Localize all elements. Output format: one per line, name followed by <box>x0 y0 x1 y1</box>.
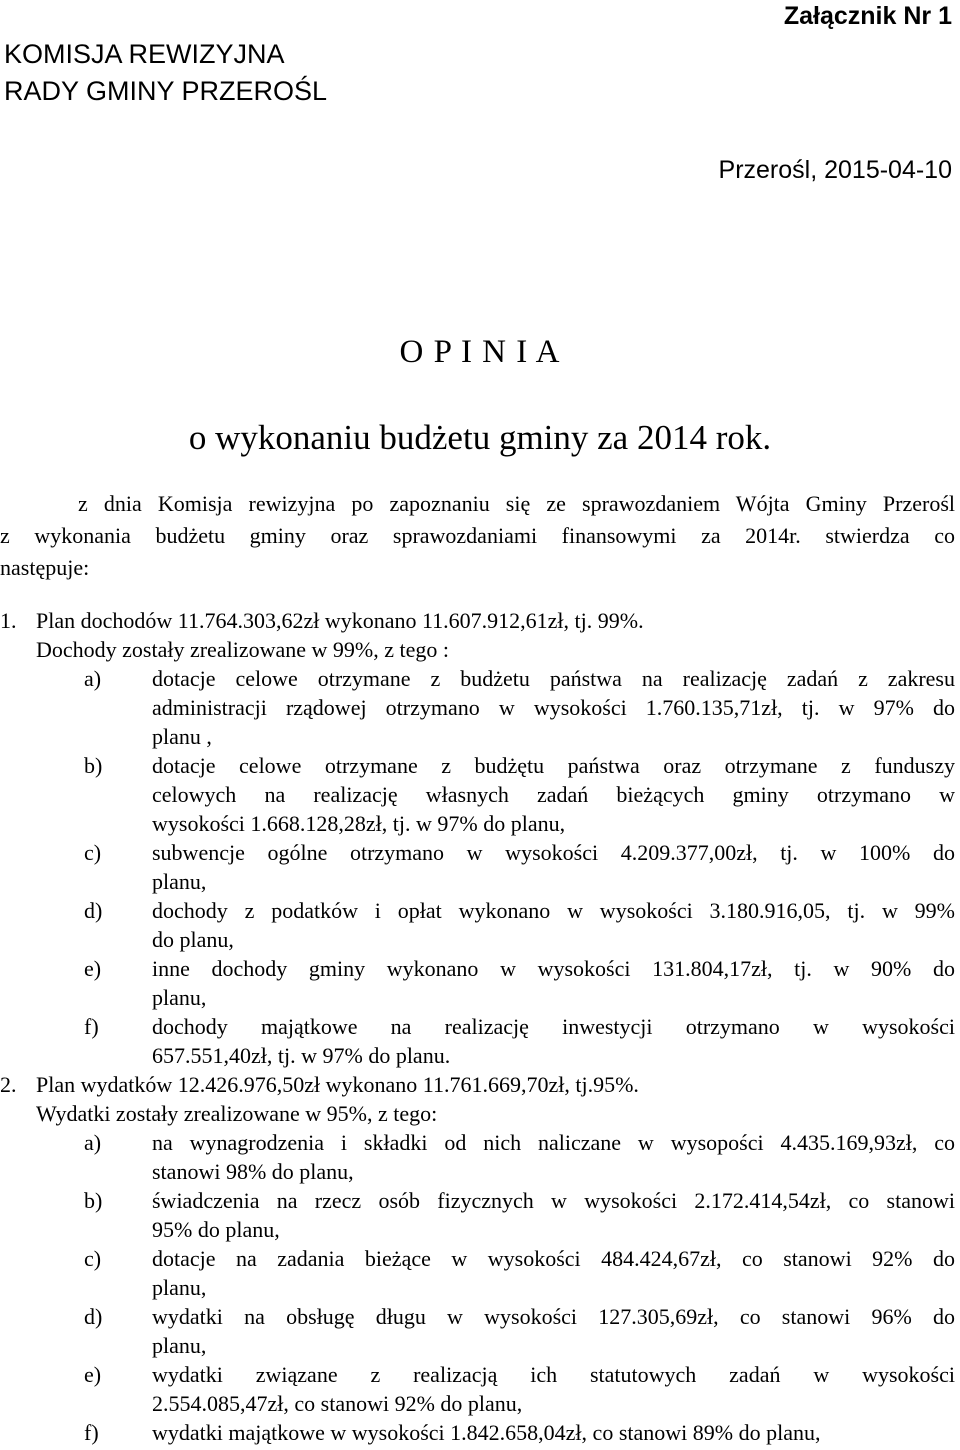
income-item-text: planu , <box>152 724 212 749</box>
expenses-item-text: na wynagrodzenia i składki od nich naliczane w wysopości 4.435.169,93zł, co <box>152 1130 955 1155</box>
income-heading: Plan dochodów 11.764.303,62zł wykonano 11.607.912,61zł, tj. 99%. <box>36 608 644 633</box>
expenses-item-text: wydatki związane z realizacją ich statutowych zadań w wysokości <box>152 1362 955 1387</box>
income-number: 1. <box>0 608 17 633</box>
commission-line-2: RADY GMINY PRZEROŚL <box>4 76 328 106</box>
expenses-item-label: a) <box>84 1130 102 1155</box>
income-item-text: subwencje ogólne otrzymano w wysokości 4.209.377,00zł, tj. w 100% do <box>152 840 955 865</box>
expenses-item-label: b) <box>84 1188 103 1213</box>
document-subtitle: o wykonaniu budżetu gminy za 2014 rok. <box>188 418 772 457</box>
expenses-item-text: planu, <box>152 1275 207 1300</box>
expenses-item-text: planu, <box>152 1333 207 1358</box>
income-item-text: dochody majątkowe na realizację inwestycji otrzymano w wysokości <box>152 1014 955 1039</box>
commission-line-1: KOMISJA REWIZYJNA <box>4 39 285 69</box>
income-item-text: dochody z podatków i opłat wykonano w wysokości 3.180.916,05, tj. w 99% <box>152 898 955 923</box>
expenses-item-label: d) <box>84 1304 103 1329</box>
expenses-heading: Plan wydatków 12.426.976,50zł wykonano 11.761.669,70zł, tj.95%. <box>36 1072 639 1097</box>
income-item-text: dotacje celowe otrzymane z budżetu państwa na realizację zadań z zakresu <box>152 666 955 691</box>
intro-line: z wykonania budżetu gminy oraz sprawozdaniami finansowymi za 2014r. stwierdza co <box>0 523 955 548</box>
document-title: O P I N I A <box>399 334 561 370</box>
expenses-item-label: f) <box>84 1420 99 1445</box>
expenses-number: 2. <box>0 1072 17 1097</box>
intro-line: z dnia Komisja rewizyjna po zapoznaniu się ze sprawozdaniem Wójta Gminy Przerośl <box>78 491 955 516</box>
income-item-label: b) <box>84 753 103 778</box>
income-item-label: f) <box>84 1014 99 1039</box>
expenses-item-text: stanowi 98% do planu, <box>152 1159 354 1184</box>
income-item-label: d) <box>84 898 103 923</box>
expenses-item-text: 2.554.085,47zł, co stanowi 92% do planu, <box>152 1391 523 1416</box>
income-item-label: a) <box>84 666 102 691</box>
income-lead: Dochody zostały zrealizowane w 99%, z tego : <box>36 637 449 662</box>
attachment-label: Załącznik Nr 1 <box>783 2 952 30</box>
income-item-text: inne dochody gminy wykonano w wysokości 131.804,17zł, tj. w 90% do <box>152 956 955 981</box>
expenses-item-text: wydatki na obsługę długu w wysokości 127.305,69zł, co stanowi 96% do <box>152 1304 955 1329</box>
commission-name <box>4 36 327 110</box>
expenses-item-text: dotacje na zadania bieżące w wysokości 484.424,67zł, co stanowi 92% do <box>152 1246 955 1271</box>
income-item-text: do planu, <box>152 927 234 952</box>
income-item-label: e) <box>84 956 102 981</box>
expenses-item-text: wydatki majątkowe w wysokości 1.842.658,04zł, co stanowi 89% do planu, <box>152 1420 821 1445</box>
expenses-item-text: 95% do planu, <box>152 1217 280 1242</box>
intro-line: następuje: <box>0 555 90 580</box>
intro-paragraph <box>0 488 955 584</box>
expenses-item-label: e) <box>84 1362 102 1387</box>
income-item-text: celowych na realizację własnych zadań bieżących gminy otrzymano w <box>152 782 955 807</box>
income-item-text: planu, <box>152 869 207 894</box>
income-item-text: 657.551,40zł, tj. w 97% do planu. <box>152 1043 451 1068</box>
expenses-item-label: c) <box>84 1246 102 1271</box>
income-item-text: planu, <box>152 985 207 1010</box>
expenses-lead: Wydatki zostały zrealizowane w 95%, z tego: <box>36 1101 438 1126</box>
income-item-text: administracji rządowej otrzymano w wysokości 1.760.135,71zł, tj. w 97% do <box>152 695 955 720</box>
income-item-text: wysokości 1.668.128,28zł, tj. w 97% do planu, <box>152 811 566 836</box>
income-item-text: dotacje celowe otrzymane z budżętu państwa oraz otrzymane z funduszy <box>152 753 955 778</box>
place-date: Przerośl, 2015-04-10 <box>718 156 952 184</box>
expenses-item-text: świadczenia na rzecz osób fizycznych w wysokości 2.172.414,54zł, co stanowi <box>152 1188 955 1213</box>
income-item-label: c) <box>84 840 102 865</box>
